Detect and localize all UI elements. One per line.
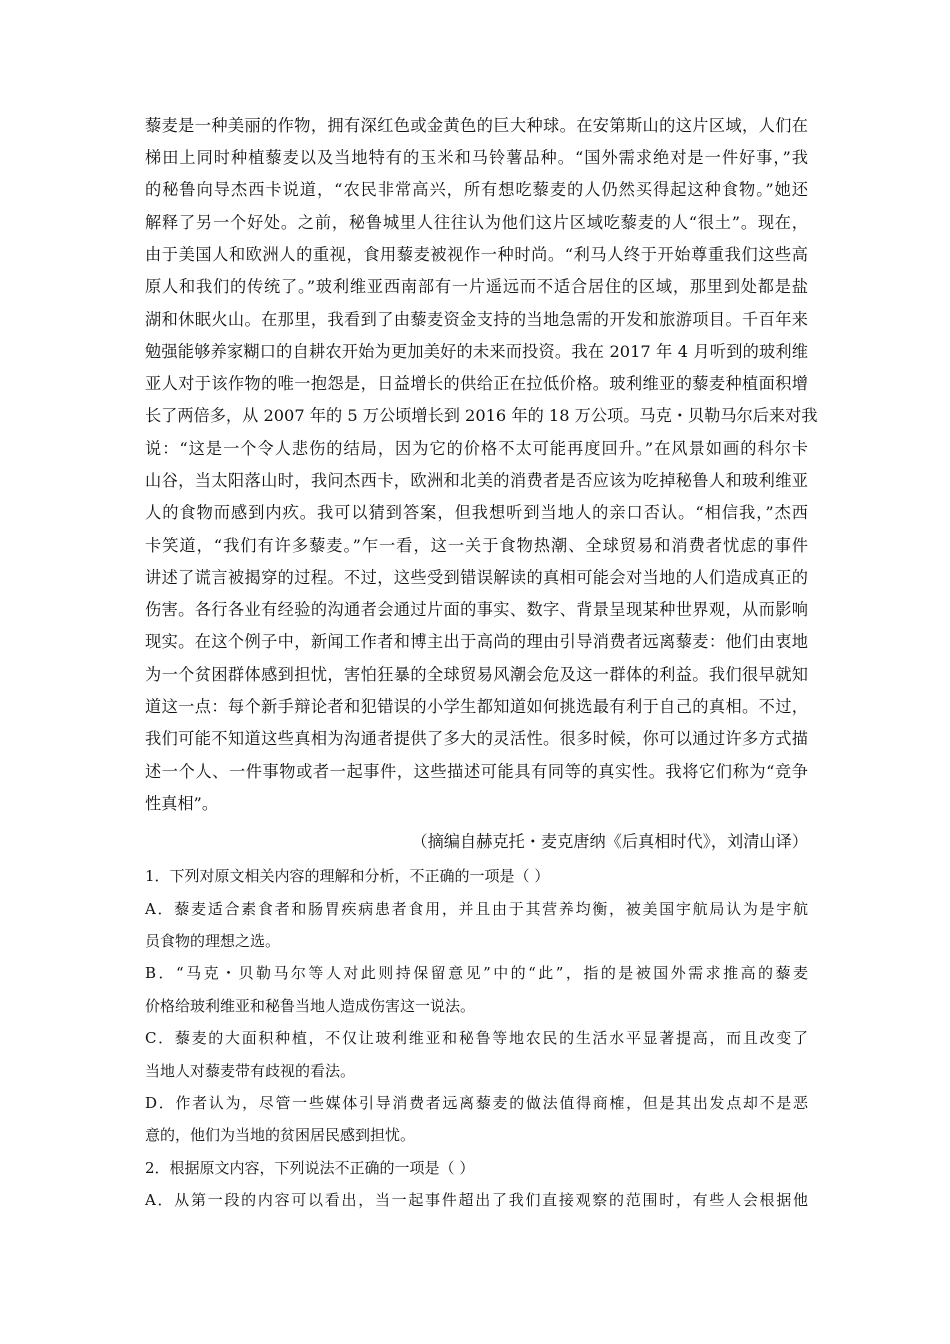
option-a-line: A．从第一段的内容可以看出，当一起事件超出了我们直接观察的范围时，有些人会根据他 xyxy=(145,1191,808,1209)
passage-line: 长了两倍多，从 2007 年的 5 万公顷增长到 2016 年的 18 万公项。马克・贝勒马尔后来对我 xyxy=(145,406,818,425)
passage-line: 山谷，当太阳落山时，我问杰西卡，欧洲和北美的消费者是否应该为吃掉秘鲁人和玻利维亚 xyxy=(145,471,808,490)
passage-line: 卡笑道，“我们有许多藜麦。”乍一看，这一关于食物热潮、全球贸易和消费者忧虑的事件 xyxy=(145,536,808,555)
passage-line: 梯田上同时种植藜麦以及当地特有的玉米和马铃薯品种。“国外需求绝对是一件好事，”我 xyxy=(145,148,808,167)
option-c-line: C．藜麦的大面积种植，不仅让玻利维亚和秘鲁等地农民的生活水平显著提高，而且改变了 xyxy=(145,1029,808,1047)
passage-line: 的秘鲁向导杰西卡说道，“农民非常高兴，所有想吃藜麦的人仍然买得起这种食物。”她还 xyxy=(145,180,808,199)
passage-line: 原人和我们的传统了。”玻利维亚西南部有一片遥远而不适合居住的区域，那里到处都是盐 xyxy=(145,277,808,296)
option-a-line: 员食物的理想之选。 xyxy=(145,932,281,950)
passage-line: 性真相”。 xyxy=(145,794,219,813)
passage-line: 我们可能不知道这些真相为沟通者提供了多大的灵活性。很多时候，你可以通过许多方式描 xyxy=(145,729,808,748)
passage-line: 湖和休眠火山。在那里，我看到了由藜麦资金支持的当地急需的开发和旅游项目。千百年来 xyxy=(145,310,808,329)
option-d-line: D．作者认为，尽管一些媒体引导消费者远离藜麦的做法值得商榷，但是其出发点却不是恶 xyxy=(145,1094,808,1112)
passage-line: 由于美国人和欧洲人的重视，食用藜麦被视作一种时尚。“利马人终于开始尊重我们这些高 xyxy=(145,245,808,264)
option-a-line: A．藜麦适合素食者和肠胃疾病患者食用，并且由于其营养均衡，被美国宇航局认为是宇航 xyxy=(145,900,808,918)
passage-line: 现实。在这个例子中，新闻工作者和博主出于高尚的理由引导消费者远离藜麦：他们由衷地 xyxy=(145,632,808,651)
passage-line: 人的食物而感到内疚。我可以猜到答案，但我想听到当地人的亲口否认。“相信我，”杰西 xyxy=(145,503,808,522)
option-d-line: 意的，他们为当地的贫困居民感到担忧。 xyxy=(145,1126,416,1144)
passage-line: 述一个人、一件事物或者一起事件，这些描述可能具有同等的真实性。我将它们称为“竞争 xyxy=(145,762,808,781)
passage-line: 讲述了谎言被揭穿的过程。不过，这些受到错误解读的真相可能会对当地的人们造成真正的 xyxy=(145,568,808,587)
passage-line: 说：“这是一个令人悲伤的结局，因为它的价格不太可能再度回升。”在风景如画的科尔卡 xyxy=(145,439,808,458)
passage-line: 解释了另一个好处。之前，秘鲁城里人往往认为他们这片区域吃藜麦的人“很土”。现在， xyxy=(145,213,808,232)
passage-line: 伤害。各行各业有经验的沟通者会通过片面的事实、数字、背景呈现某种世界观，从而影响 xyxy=(145,600,808,619)
question-1-stem: 1．下列对原文相关内容的理解和分析，不正确的一项是（ ） xyxy=(145,867,550,885)
source-citation: （摘编自赫克托・麦克唐纳《后真相时代》，刘清山译） xyxy=(411,832,808,851)
option-b-line: B．“马克・贝勒马尔等人对此则持保留意见”中的“此”，指的是被国外需求推高的藜麦 xyxy=(145,964,808,982)
option-b-line: 价格给玻利维亚和秘鲁当地人造成伤害这一说法。 xyxy=(145,997,476,1015)
passage-line: 亚人对于该作物的唯一抱怨是，日益增长的供给正在拉低价格。玻利维亚的藜麦种植面积增 xyxy=(145,374,808,393)
option-c-line: 当地人对藜麦带有歧视的看法。 xyxy=(145,1062,356,1080)
passage-line: 为一个贫困群体感到担忧，害怕狂暴的全球贸易风潮会危及这一群体的利益。我们很早就知 xyxy=(145,665,808,684)
question-2-stem: 2．根据原文内容，下列说法不正确的一项是（ ） xyxy=(145,1159,475,1177)
passage-line: 道这一点：每个新手辩论者和犯错误的小学生都知道如何挑选最有利于自己的真相。不过， xyxy=(145,697,808,716)
passage-line: 勉强能够养家糊口的自耕农开始为更加美好的未来而投资。我在 2017 年 4 月听到的玻利维 xyxy=(145,342,808,361)
passage-line: 藜麦是一种美丽的作物，拥有深红色或金黄色的巨大种球。在安第斯山的这片区域，人们在 xyxy=(145,116,808,135)
